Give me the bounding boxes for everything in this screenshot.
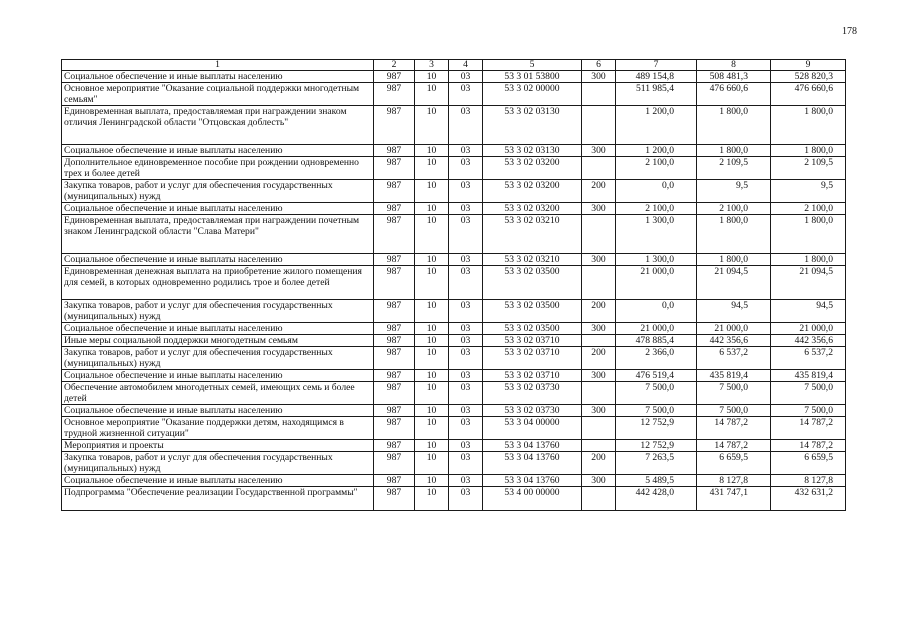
target-article-code: 53 3 02 03710	[483, 347, 582, 370]
row-name: Социальное обеспечение и иные выплаты населению	[62, 370, 374, 382]
target-article-code: 53 3 02 03730	[483, 405, 582, 417]
column-number-row	[62, 60, 846, 71]
expense-type-code: 200	[582, 452, 616, 475]
ministry-code: 987	[374, 254, 415, 266]
subsection-code: 03	[449, 347, 483, 370]
expense-type-code	[582, 106, 616, 145]
amount-2023: 21 094,5	[771, 266, 846, 300]
amount-2023: 2 109,5	[771, 157, 846, 180]
row-name: Закупка товаров, работ и услуг для обеспечения государственных (муниципальных) нужд	[62, 180, 374, 203]
section-code: 10	[415, 300, 449, 323]
amount-2022: 1 800,0	[697, 106, 771, 145]
col-header-9: 9	[771, 60, 846, 71]
target-article-code: 53 3 02 03200	[483, 180, 582, 203]
section-code: 10	[415, 417, 449, 440]
amount-2021: 12 752,9	[616, 440, 697, 452]
amount-2023: 6 537,2	[771, 347, 846, 370]
subsection-code: 03	[449, 323, 483, 335]
amount-2021: 7 500,0	[616, 405, 697, 417]
target-article-code: 53 3 02 03200	[483, 157, 582, 180]
row-name: Социальное обеспечение и иные выплаты населению	[62, 323, 374, 335]
ministry-code: 987	[374, 145, 415, 157]
expense-type-code	[582, 417, 616, 440]
row-name: Социальное обеспечение и иные выплаты населению	[62, 254, 374, 266]
row-name: Основное мероприятие "Оказание поддержки детям, находящимся в трудной жизненной ситуации"	[62, 417, 374, 440]
table-row	[62, 215, 846, 254]
amount-2021: 2 366,0	[616, 347, 697, 370]
row-name: Единовременная выплата, предоставляемая при награждении почетным знаком Ленинградской области "Слава Матери"	[62, 215, 374, 254]
target-article-code: 53 3 02 03710	[483, 370, 582, 382]
section-code: 10	[415, 215, 449, 254]
row-name: Мероприятия и проекты	[62, 440, 374, 452]
amount-2023: 8 127,8	[771, 475, 846, 487]
ministry-code: 987	[374, 417, 415, 440]
ministry-code: 987	[374, 300, 415, 323]
amount-2022: 14 787,2	[697, 440, 771, 452]
section-code: 10	[415, 382, 449, 405]
table-row	[62, 254, 846, 266]
amount-2022: 9,5	[697, 180, 771, 203]
subsection-code: 03	[449, 300, 483, 323]
target-article-code: 53 4 00 00000	[483, 487, 582, 511]
section-code: 10	[415, 71, 449, 83]
subsection-code: 03	[449, 215, 483, 254]
target-article-code: 53 3 02 03730	[483, 382, 582, 405]
amount-2022: 6 537,2	[697, 347, 771, 370]
row-name: Социальное обеспечение и иные выплаты населению	[62, 145, 374, 157]
amount-2021: 489 154,8	[616, 71, 697, 83]
section-code: 10	[415, 487, 449, 511]
amount-2021: 476 519,4	[616, 370, 697, 382]
amount-2022: 21 094,5	[697, 266, 771, 300]
ministry-code: 987	[374, 370, 415, 382]
amount-2022: 2 109,5	[697, 157, 771, 180]
table-row	[62, 106, 846, 145]
subsection-code: 03	[449, 417, 483, 440]
section-code: 10	[415, 180, 449, 203]
ministry-code: 987	[374, 106, 415, 145]
amount-2021: 442 428,0	[616, 487, 697, 511]
table-row	[62, 475, 846, 487]
ministry-code: 987	[374, 487, 415, 511]
expense-type-code: 300	[582, 203, 616, 215]
col-header-6: 6	[582, 60, 616, 71]
section-code: 10	[415, 323, 449, 335]
section-code: 10	[415, 405, 449, 417]
amount-2023: 1 800,0	[771, 254, 846, 266]
table-row	[62, 71, 846, 83]
target-article-code: 53 3 04 13760	[483, 475, 582, 487]
row-name: Закупка товаров, работ и услуг для обеспечения государственных (муниципальных) нужд	[62, 300, 374, 323]
col-header-4: 4	[449, 60, 483, 71]
amount-2023: 2 100,0	[771, 203, 846, 215]
amount-2021: 5 489,5	[616, 475, 697, 487]
ministry-code: 987	[374, 405, 415, 417]
amount-2021: 1 200,0	[616, 145, 697, 157]
amount-2022: 476 660,6	[697, 83, 771, 106]
section-code: 10	[415, 203, 449, 215]
target-article-code: 53 3 02 03210	[483, 215, 582, 254]
row-name: Социальное обеспечение и иные выплаты населению	[62, 475, 374, 487]
section-code: 10	[415, 145, 449, 157]
subsection-code: 03	[449, 405, 483, 417]
table-row	[62, 347, 846, 370]
section-code: 10	[415, 440, 449, 452]
row-name: Социальное обеспечение и иные выплаты населению	[62, 405, 374, 417]
target-article-code: 53 3 04 13760	[483, 452, 582, 475]
page-number: 178	[842, 26, 857, 37]
amount-2021: 7 500,0	[616, 382, 697, 405]
amount-2023: 94,5	[771, 300, 846, 323]
section-code: 10	[415, 106, 449, 145]
amount-2023: 7 500,0	[771, 382, 846, 405]
expense-type-code: 300	[582, 405, 616, 417]
table-row	[62, 405, 846, 417]
target-article-code: 53 3 02 03130	[483, 145, 582, 157]
ministry-code: 987	[374, 475, 415, 487]
ministry-code: 987	[374, 452, 415, 475]
amount-2021: 478 885,4	[616, 335, 697, 347]
amount-2022: 21 000,0	[697, 323, 771, 335]
amount-2022: 508 481,3	[697, 71, 771, 83]
target-article-code: 53 3 02 03710	[483, 335, 582, 347]
amount-2022: 1 800,0	[697, 254, 771, 266]
subsection-code: 03	[449, 487, 483, 511]
expense-type-code	[582, 157, 616, 180]
amount-2021: 0,0	[616, 300, 697, 323]
table-row	[62, 83, 846, 106]
amount-2023: 21 000,0	[771, 323, 846, 335]
row-name: Единовременная денежная выплата на приобретение жилого помещения для семей, в которых одновременно родились трое и более детей	[62, 266, 374, 300]
target-article-code: 53 3 02 03500	[483, 266, 582, 300]
subsection-code: 03	[449, 106, 483, 145]
subsection-code: 03	[449, 370, 483, 382]
subsection-code: 03	[449, 145, 483, 157]
target-article-code: 53 3 04 00000	[483, 417, 582, 440]
section-code: 10	[415, 254, 449, 266]
col-header-1: 1	[62, 60, 374, 71]
amount-2023: 476 660,6	[771, 83, 846, 106]
amount-2021: 1 300,0	[616, 215, 697, 254]
section-code: 10	[415, 452, 449, 475]
row-name: Закупка товаров, работ и услуг для обеспечения государственных (муниципальных) нужд	[62, 452, 374, 475]
row-name: Дополнительное единовременное пособие при рождении одновременно трех и более детей	[62, 157, 374, 180]
amount-2022: 1 800,0	[697, 145, 771, 157]
amount-2021: 1 300,0	[616, 254, 697, 266]
expense-type-code: 200	[582, 300, 616, 323]
col-header-8: 8	[697, 60, 771, 71]
ministry-code: 987	[374, 157, 415, 180]
amount-2023: 1 800,0	[771, 106, 846, 145]
table-row	[62, 180, 846, 203]
expense-type-code	[582, 487, 616, 511]
amount-2023: 14 787,2	[771, 417, 846, 440]
amount-2021: 2 100,0	[616, 157, 697, 180]
table-row	[62, 157, 846, 180]
subsection-code: 03	[449, 266, 483, 300]
table-row	[62, 323, 846, 335]
ministry-code: 987	[374, 215, 415, 254]
amount-2023: 14 787,2	[771, 440, 846, 452]
amount-2022: 7 500,0	[697, 382, 771, 405]
subsection-code: 03	[449, 335, 483, 347]
amount-2022: 94,5	[697, 300, 771, 323]
ministry-code: 987	[374, 266, 415, 300]
amount-2022: 435 819,4	[697, 370, 771, 382]
amount-2021: 511 985,4	[616, 83, 697, 106]
ministry-code: 987	[374, 323, 415, 335]
amount-2022: 14 787,2	[697, 417, 771, 440]
subsection-code: 03	[449, 71, 483, 83]
section-code: 10	[415, 266, 449, 300]
table-row	[62, 370, 846, 382]
amount-2021: 2 100,0	[616, 203, 697, 215]
amount-2023: 6 659,5	[771, 452, 846, 475]
table-row	[62, 440, 846, 452]
ministry-code: 987	[374, 440, 415, 452]
table-row	[62, 382, 846, 405]
row-name: Обеспечение автомобилем многодетных семей, имеющих семь и более детей	[62, 382, 374, 405]
expense-type-code	[582, 266, 616, 300]
subsection-code: 03	[449, 180, 483, 203]
expense-type-code	[582, 335, 616, 347]
section-code: 10	[415, 475, 449, 487]
amount-2023: 435 819,4	[771, 370, 846, 382]
section-code: 10	[415, 83, 449, 106]
amount-2021: 21 000,0	[616, 323, 697, 335]
ministry-code: 987	[374, 335, 415, 347]
target-article-code: 53 3 02 03500	[483, 300, 582, 323]
subsection-code: 03	[449, 83, 483, 106]
amount-2022: 7 500,0	[697, 405, 771, 417]
expense-type-code	[582, 382, 616, 405]
amount-2021: 12 752,9	[616, 417, 697, 440]
table-row	[62, 335, 846, 347]
subsection-code: 03	[449, 203, 483, 215]
expense-type-code: 300	[582, 254, 616, 266]
table-row	[62, 417, 846, 440]
expense-type-code	[582, 215, 616, 254]
amount-2022: 8 127,8	[697, 475, 771, 487]
row-name: Основное мероприятие "Оказание социальной поддержки многодетным семьям"	[62, 83, 374, 106]
table-row	[62, 487, 846, 511]
ministry-code: 987	[374, 180, 415, 203]
subsection-code: 03	[449, 254, 483, 266]
expense-type-code: 300	[582, 323, 616, 335]
expense-type-code: 300	[582, 145, 616, 157]
col-header-2: 2	[374, 60, 415, 71]
row-name: Единовременная выплата, предоставляемая при награждении знаком отличия Ленинградской области "Отцовская доблесть"	[62, 106, 374, 145]
expense-type-code	[582, 440, 616, 452]
row-name: Иные меры социальной поддержки многодетным семьям	[62, 335, 374, 347]
amount-2022: 431 747,1	[697, 487, 771, 511]
row-name: Социальное обеспечение и иные выплаты населению	[62, 71, 374, 83]
section-code: 10	[415, 157, 449, 180]
ministry-code: 987	[374, 71, 415, 83]
expense-type-code: 300	[582, 370, 616, 382]
row-name: Закупка товаров, работ и услуг для обеспечения государственных (муниципальных) нужд	[62, 347, 374, 370]
target-article-code: 53 3 02 00000	[483, 83, 582, 106]
table-body	[62, 71, 846, 511]
target-article-code: 53 3 02 03500	[483, 323, 582, 335]
amount-2023: 1 800,0	[771, 145, 846, 157]
target-article-code: 53 3 04 13760	[483, 440, 582, 452]
subsection-code: 03	[449, 452, 483, 475]
expense-type-code: 200	[582, 180, 616, 203]
amount-2023: 7 500,0	[771, 405, 846, 417]
row-name: Социальное обеспечение и иные выплаты населению	[62, 203, 374, 215]
amount-2023: 9,5	[771, 180, 846, 203]
ministry-code: 987	[374, 382, 415, 405]
target-article-code: 53 3 02 03200	[483, 203, 582, 215]
col-header-7: 7	[616, 60, 697, 71]
amount-2021: 21 000,0	[616, 266, 697, 300]
amount-2023: 432 631,2	[771, 487, 846, 511]
expense-type-code: 200	[582, 347, 616, 370]
amount-2021: 0,0	[616, 180, 697, 203]
amount-2021: 7 263,5	[616, 452, 697, 475]
target-article-code: 53 3 02 03210	[483, 254, 582, 266]
table-row	[62, 452, 846, 475]
col-header-5: 5	[483, 60, 582, 71]
budget-table	[61, 59, 846, 511]
expense-type-code: 300	[582, 71, 616, 83]
subsection-code: 03	[449, 382, 483, 405]
section-code: 10	[415, 335, 449, 347]
target-article-code: 53 3 02 03130	[483, 106, 582, 145]
amount-2021: 1 200,0	[616, 106, 697, 145]
expense-type-code	[582, 83, 616, 106]
amount-2022: 2 100,0	[697, 203, 771, 215]
table-row	[62, 266, 846, 300]
amount-2022: 442 356,6	[697, 335, 771, 347]
section-code: 10	[415, 370, 449, 382]
subsection-code: 03	[449, 157, 483, 180]
ministry-code: 987	[374, 203, 415, 215]
amount-2023: 1 800,0	[771, 215, 846, 254]
table-row	[62, 145, 846, 157]
ministry-code: 987	[374, 83, 415, 106]
col-header-3: 3	[415, 60, 449, 71]
subsection-code: 03	[449, 475, 483, 487]
row-name: Подпрограмма "Обеспечение реализации Государственной программы"	[62, 487, 374, 511]
table-row	[62, 203, 846, 215]
table-row	[62, 300, 846, 323]
target-article-code: 53 3 01 53800	[483, 71, 582, 83]
section-code: 10	[415, 347, 449, 370]
expense-type-code: 300	[582, 475, 616, 487]
amount-2023: 442 356,6	[771, 335, 846, 347]
amount-2022: 1 800,0	[697, 215, 771, 254]
amount-2022: 6 659,5	[697, 452, 771, 475]
ministry-code: 987	[374, 347, 415, 370]
subsection-code: 03	[449, 440, 483, 452]
amount-2023: 528 820,3	[771, 71, 846, 83]
